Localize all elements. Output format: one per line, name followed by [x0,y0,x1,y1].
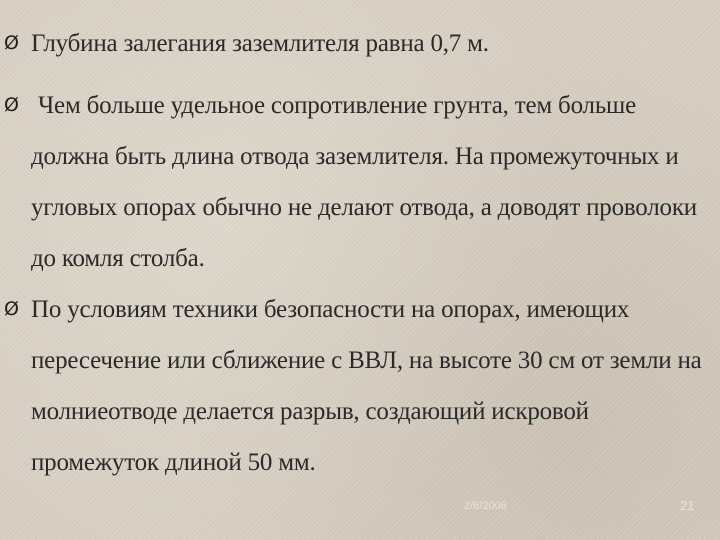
bullet-list [4,18,716,488]
arrow-bullet-icon: Ø [4,94,19,116]
bullet-text: Чем больше удельное сопротивление грунта, тем больше должна быть длина отвода заземлителя. На промежуточных и угловых опорах обычно не делают отвода, а доводят проволоки до комля столба. [31,92,697,272]
arrow-bullet-icon: Ø [4,298,19,320]
page-number: 21 [680,498,695,513]
bullet-text: По условиям техники безопасности на опорах, имеющих пересечение или сближение с ВВЛ, на высоте 30 см от земли на молниеотводе делается разрыв, создающий искровой промежуток длиной 50 мм. [31,296,702,476]
bullet-item [4,80,716,284]
bullet-item [4,284,716,488]
bullet-text: Глубина залегания заземлителя равна 0,7 м. [31,30,489,57]
arrow-bullet-icon: Ø [4,32,19,54]
bullet-item [4,18,716,69]
footer-date: 2/6/2006 [464,500,507,512]
